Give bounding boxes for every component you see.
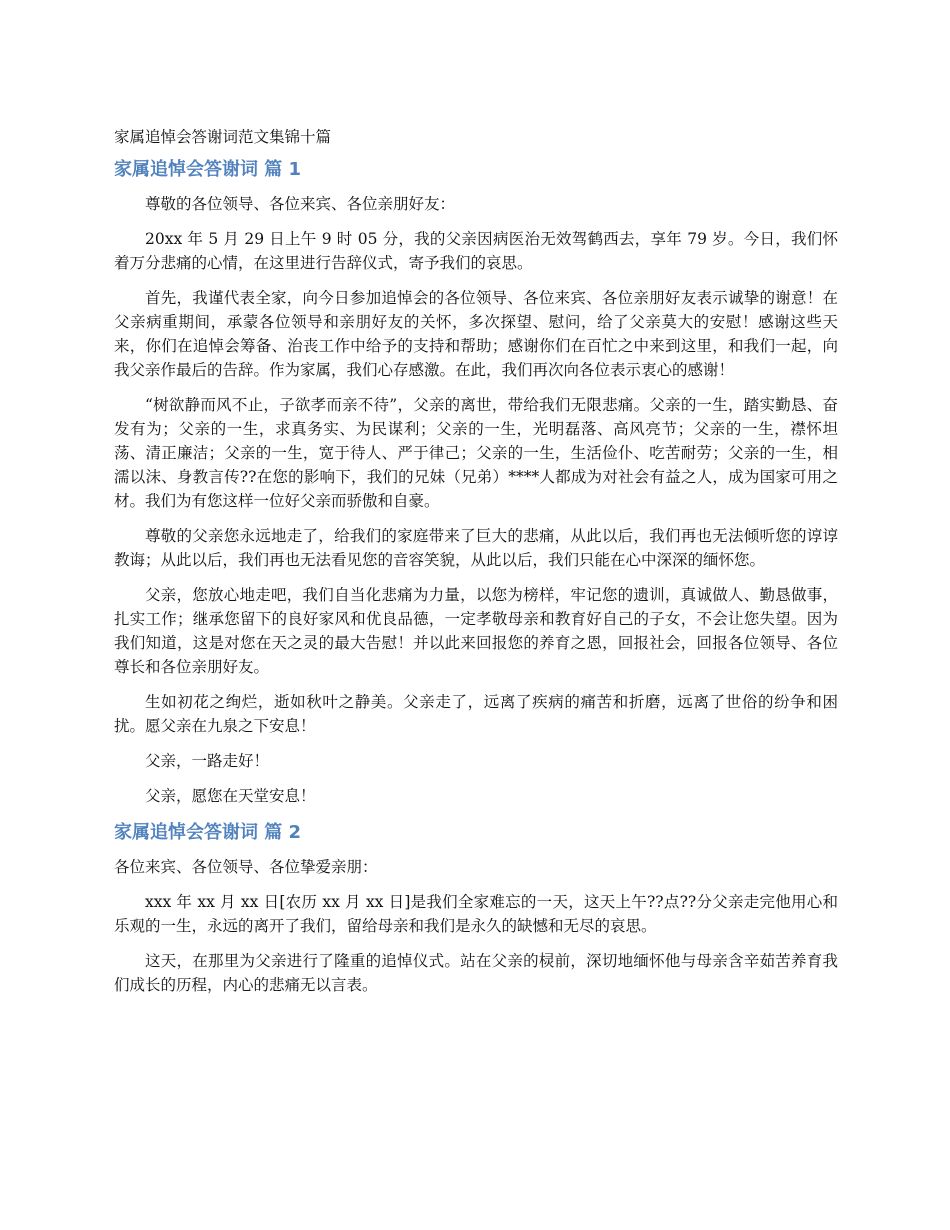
paragraph: 父亲，您放心地走吧，我们自当化悲痛为力量，以您为榜样，牢记您的遗训，真诚做人、勤恳做事，扎实工作；继承您留下的良好家风和优良品德，一定孝敬母亲和教育好自己的子女，不会让您失望。因为我们知道，这是对您在天之灵的最大告慰！并以此来回报您的养育之恩，回报社会，回报各位领导、各位尊长和各位亲朋好友。 (114, 586, 838, 676)
paragraph: xxx 年 xx 月 xx 日[农历 xx 月 xx 日]是我们全家难忘的一天，这天上午??点??分父亲走完他用心和乐观的一生，永远的离开了我们，留给母亲和我们是永久的缺憾和无尽的哀思。 (114, 893, 838, 935)
paragraph: 尊敬的各位领导、各位来宾、各位亲朋好友： (145, 195, 456, 213)
section-heading-1: 家属追悼会答谢词 篇 1 (114, 159, 302, 180)
paragraph: 父亲，愿您在天堂安息！ (145, 787, 316, 805)
paragraph: 首先，我谨代表全家，向今日参加追悼会的各位领导、各位来宾、各位亲朋好友表示诚挚的谢意！在父亲病重期间，承蒙各位领导和亲朋好友的关怀，多次探望、慰问，给了父亲莫大的安慰！感谢这些天来，你们在追悼会筹备、治丧工作中给予的支持和帮助；感谢你们在百忙之中来到这里，和我们一起，向我父亲作最后的告辞。作为家属，我们心存感激。在此，我们再次向各位表示衷心的感谢！ (114, 289, 838, 379)
section-heading-2: 家属追悼会答谢词 篇 2 (114, 822, 302, 843)
paragraph: 父亲，一路走好！ (145, 752, 270, 770)
paragraph: 这天，在那里为父亲进行了隆重的追悼仪式。站在父亲的棂前，深切地缅怀他与母亲含辛茹苦养育我们成长的历程，内心的悲痛无以言表。 (114, 952, 838, 994)
document-title: 家属追悼会答谢词范文集锦十篇 (114, 128, 332, 146)
paragraph: 尊敬的父亲您永远地走了，给我们的家庭带来了巨大的悲痛，从此以后，我们再也无法倾听您的谆谆教诲；从此以后，我们再也无法看见您的音容笑貌，从此以后，我们只能在心中深深的缅怀您。 (114, 527, 838, 569)
paragraph: 各位来宾、各位领导、各位挚爱亲朋： (114, 858, 378, 876)
document-page (114, 124, 838, 1008)
paragraph: “树欲静而风不止，子欲孝而亲不待”，父亲的离世，带给我们无限悲痛。父亲的一生，踏实勤恳、奋发有为；父亲的一生，求真务实、为民谋利；父亲的一生，光明磊落、高风亮节；父亲的一生，襟怀坦荡、清正廉洁；父亲的一生，宽于待人、严于律己；父亲的一生，生活俭仆、吃苦耐劳；父亲的一生，相濡以沫、身教言传??在您的影响下，我们的兄妹（兄弟）****人都成为对社会有益之人，成为国家可用之材。我们为有您这样一位好父亲而骄傲和自豪。 (114, 396, 838, 510)
paragraph: 生如初花之绚烂，逝如秋叶之静美。父亲走了，远离了疾病的痛苦和折磨，远离了世俗的纷争和困扰。愿父亲在九泉之下安息！ (114, 693, 838, 735)
paragraph: 20xx 年 5 月 29 日上午 9 时 05 分，我的父亲因病医治无效驾鹤西去，享年 79 岁。今日，我们怀着万分悲痛的心情，在这里进行告辞仪式，寄予我们的哀思。 (114, 230, 838, 272)
